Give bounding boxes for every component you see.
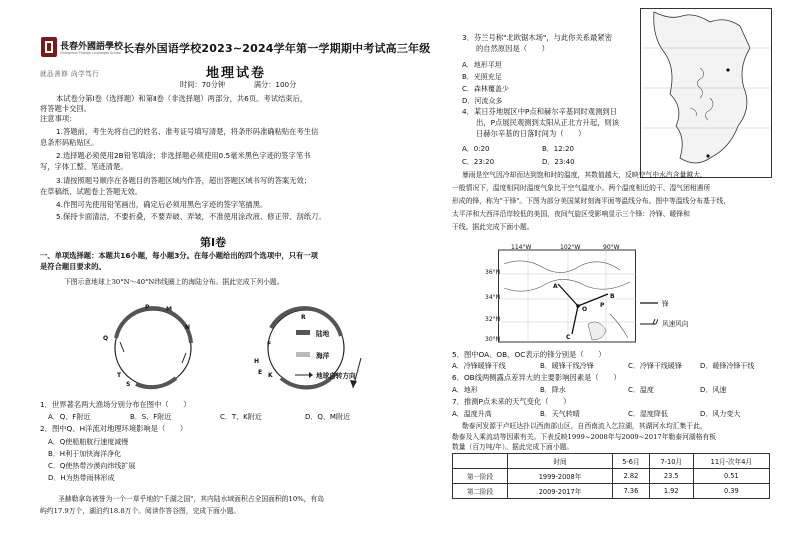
notice-label: 注意事项：: [40, 114, 77, 123]
table-cell: 2009-2017年: [508, 484, 613, 499]
question-4: 4．某日芬地展区中P点和赫尔辛基同时观测到日: [462, 107, 617, 116]
table-header: 7-10月: [649, 454, 693, 469]
table-header: 11月-次年4月: [693, 454, 769, 469]
legend-wind: 风速风向: [662, 320, 689, 328]
diagram-label: M: [166, 306, 172, 313]
map-point: C: [566, 334, 571, 341]
logo-text: 長春外國語學校: [60, 42, 124, 52]
material-text: 勒泰河发源于卢旺达扑以西南部山区，自西南流入乞拉湖，其湖河水均汇集于此，: [462, 422, 707, 430]
option: B．暖锋干线冷锋: [540, 362, 594, 370]
notice-item: 4.作图可先使用铅笔画出，确定后必须用黑色字迹的签字笔描黑。: [56, 200, 268, 209]
map-point: B: [610, 293, 615, 300]
exam-title: 长春外国语学校2023~2024学年第一学期期中考试高三年级: [123, 42, 431, 55]
table-cell: 7.36: [613, 484, 650, 499]
option: A．冷锋暖锋干线: [452, 362, 506, 370]
notice-item: 写，字体工整、笔迹清楚。: [40, 162, 128, 171]
option: C．23:20: [462, 158, 495, 166]
land-legend-swatch: [296, 330, 310, 335]
rotation-arrow-icon: [295, 372, 313, 378]
option: D．H为热带雨林形成: [48, 474, 115, 482]
table-header: [453, 454, 508, 469]
table-header: 5-6月: [613, 454, 650, 469]
front-legend-icon: [640, 300, 658, 306]
material-text: 数量（百万吨/年）。据此完成下面小题。: [452, 443, 574, 451]
table-cell: 2.82: [613, 469, 650, 484]
material-text: 太平洋和大西洋沿岸较低的美国，夜间气旋区受影响显示三个锋：冷锋、暖锋和: [452, 210, 690, 218]
school-crest-icon: [40, 36, 58, 58]
section-title: 第Ⅰ卷: [200, 236, 227, 249]
option: D．河流众多: [462, 97, 503, 105]
lat-label: 30°N: [485, 336, 501, 343]
diagram-label: P: [145, 304, 150, 311]
wind-barb-icon: [640, 318, 658, 326]
material-text: 形成的锋，称为"干锋"。下图为部分美国某时刻海平面等温线分布。图中等温线分布基于线，: [452, 197, 731, 205]
logo-english: Changchun Foreign Languages School: [60, 51, 121, 55]
notice-item: 1.答题前，考生先将自己的姓名、准考证号填写清楚，将条形码准确粘贴在考生信: [56, 127, 319, 136]
ocean-legend-swatch: [296, 352, 310, 357]
school-logo: [40, 36, 124, 82]
option: A．0:20: [462, 145, 490, 153]
option: A．地形平坦: [462, 61, 502, 69]
diagram-label: H: [254, 358, 260, 365]
question-3: 3．芬兰号称"北欧锯木场"，与此你关系最紧密: [462, 33, 612, 42]
material-text: 圣赫勒拿岛被誉为一个一草乎地的"千湖之国"，其内陆水域面积占全国面积的10%，有岛: [58, 495, 325, 503]
lon-label: 90°W: [603, 244, 620, 251]
material-text: 屿约17.9万个，湖泊约18.8万个。阅读作答谷图，完成下面小题。: [40, 507, 241, 515]
map-point: A: [553, 283, 558, 290]
question-4-cont: 日赫尔辛基的日落时间为（ ）: [476, 129, 586, 138]
option: B．天气转晴: [540, 410, 580, 418]
question-3-cont: 的自然原因是（ ）: [476, 44, 549, 53]
legend-land: 陆地: [316, 330, 330, 338]
weather-map: [498, 244, 636, 344]
option: D．Q、M附近: [305, 413, 350, 421]
section-instruction: 一、单项选择题：本题共16小题，每小题3分。在每小题给出的四个选项中，只有一项: [40, 251, 318, 260]
material-text: 干线。据此完成下面小题。: [452, 223, 534, 231]
table-cell: 1.92: [649, 484, 693, 499]
option: D．暖锋冷锋干线: [700, 362, 755, 370]
map-point: O: [582, 306, 588, 313]
legend-front: 锋: [662, 300, 669, 308]
table-row: [453, 469, 770, 484]
option: B．S、F附近: [130, 413, 172, 421]
option: A．Q、F附近: [48, 413, 91, 421]
legend-rotation: 地球自转方向: [316, 372, 356, 380]
diagram-label: E: [258, 369, 263, 376]
subject-title: 地理试卷: [206, 66, 267, 81]
material-text: 暴雨是空气因冷却而达到饱和时的温度，其数值越大，反映空气中水汽含量越大。: [462, 171, 707, 179]
question-7: 7．推测P点未来的天气变化（ ）: [452, 397, 571, 406]
intro-line-1: 本试卷分第Ⅰ卷（选择题）和第Ⅱ卷（非选择题）两部分，共6页。考试结束后，: [56, 94, 308, 103]
notice-item: 3.请按照题号顺序在各题目的答题区域内作答，超出答题区域书写的答案无效；: [56, 176, 312, 185]
map-point: P: [600, 302, 605, 309]
question-5: 5．图中OA、OB、OC表示的锋分别是（ ）: [452, 350, 606, 359]
option: C．T、K附近: [220, 413, 262, 421]
table-cell: 0.51: [693, 469, 769, 484]
diagram-label: F: [267, 341, 272, 348]
option: A．温度升高: [452, 410, 492, 418]
table-header-row: [453, 454, 770, 469]
question-4-cont: 出，P点展民观测到太阳从正北方升起，则该: [476, 118, 620, 127]
time-score: 时间：70分钟 满分：100分: [180, 80, 297, 89]
diagram-label: N: [185, 324, 191, 331]
table-row: [453, 484, 770, 499]
option: A．地形: [452, 386, 478, 394]
lat-label: 34°N: [485, 294, 501, 301]
material-text: 下图示意地球上30°N～40°N纬线圈上的海陆分布。据此完成下列小题。: [64, 278, 284, 286]
lat-label: 36°N: [485, 269, 501, 276]
table-cell: 0.39: [693, 484, 769, 499]
sediment-table: [452, 453, 770, 499]
notice-item: 在草稿纸、试题卷上答题无效。: [40, 187, 143, 196]
option: B．12:20: [542, 145, 574, 153]
option: C．温度: [628, 386, 654, 394]
table-header: 时间: [508, 454, 613, 469]
section-instruction: 是符合题目要求的。: [40, 262, 106, 271]
ocean-current-ring-diagram: [96, 298, 406, 398]
diagram-label: K: [268, 372, 273, 379]
option: D．风力变大: [700, 410, 741, 418]
option: D．风速: [700, 386, 727, 394]
land-arc: [136, 378, 176, 387]
diagram-label: Q: [103, 335, 109, 342]
intro-line-2: 将答题卡交回。: [40, 104, 92, 113]
option: B．降水: [540, 386, 566, 394]
material-text: 一般情况下，温度相同时温度气象比干空气温度小。两个温度相近的干、湿气团相遇所: [452, 184, 711, 192]
option: C．Q使热带沙漠向纬线扩展: [48, 462, 136, 470]
lon-label: 114°W: [511, 244, 532, 251]
option: C．森林覆盖少: [462, 85, 509, 93]
material-text: 勒泰及入乘流动等因素有关。下表反映1999~2008年与2009~2017年勒泰河湖格有板: [452, 433, 717, 441]
finland-map: [640, 8, 772, 178]
option: B．光照充足: [462, 73, 502, 81]
option: B．H利于加快海洋净化: [48, 450, 122, 458]
notice-item: 2.选择题必须使用2B铅笔填涂；非选择题必须使用0.5毫米黑色字迹的签字笔书: [56, 151, 311, 160]
diagram-label: T: [117, 372, 122, 379]
table-cell: 第二阶段: [453, 484, 508, 499]
option: A．Q使船舶航行速度减慢: [48, 438, 129, 446]
school-motto: 就品善修 尚学笃行: [40, 70, 100, 78]
option: D．23:40: [542, 158, 575, 166]
lat-label: 32°N: [485, 316, 501, 323]
option: C．冷锋干线暖锋: [628, 362, 682, 370]
table-cell: 23.5: [649, 469, 693, 484]
lon-label: 102°W: [560, 244, 581, 251]
diagram-label: S: [126, 381, 131, 388]
option: C．湿度降低: [628, 410, 668, 418]
table-cell: 1999-2008年: [508, 469, 613, 484]
notice-item: 息条形码粘贴区。: [40, 138, 99, 147]
question-6: 6．OB线两侧露点差异大的主要影响因素是（ ）: [452, 373, 621, 382]
diagram-label: R: [301, 314, 306, 321]
land-arc: [116, 308, 191, 343]
notice-item: 5.保持卡面清洁，不要折叠，不要弄破、弄皱，不准使用涂改液、修正带、刮纸刀。: [56, 212, 326, 221]
table-cell: 第一阶段: [453, 469, 508, 484]
legend-ocean: 海洋: [316, 352, 330, 360]
question-1: 1．世界著名两大渔场分别分布在图中（ ）: [40, 400, 191, 409]
question-2: 2．图中Q、H洋流对地理环境影响是（ ）: [40, 424, 188, 433]
